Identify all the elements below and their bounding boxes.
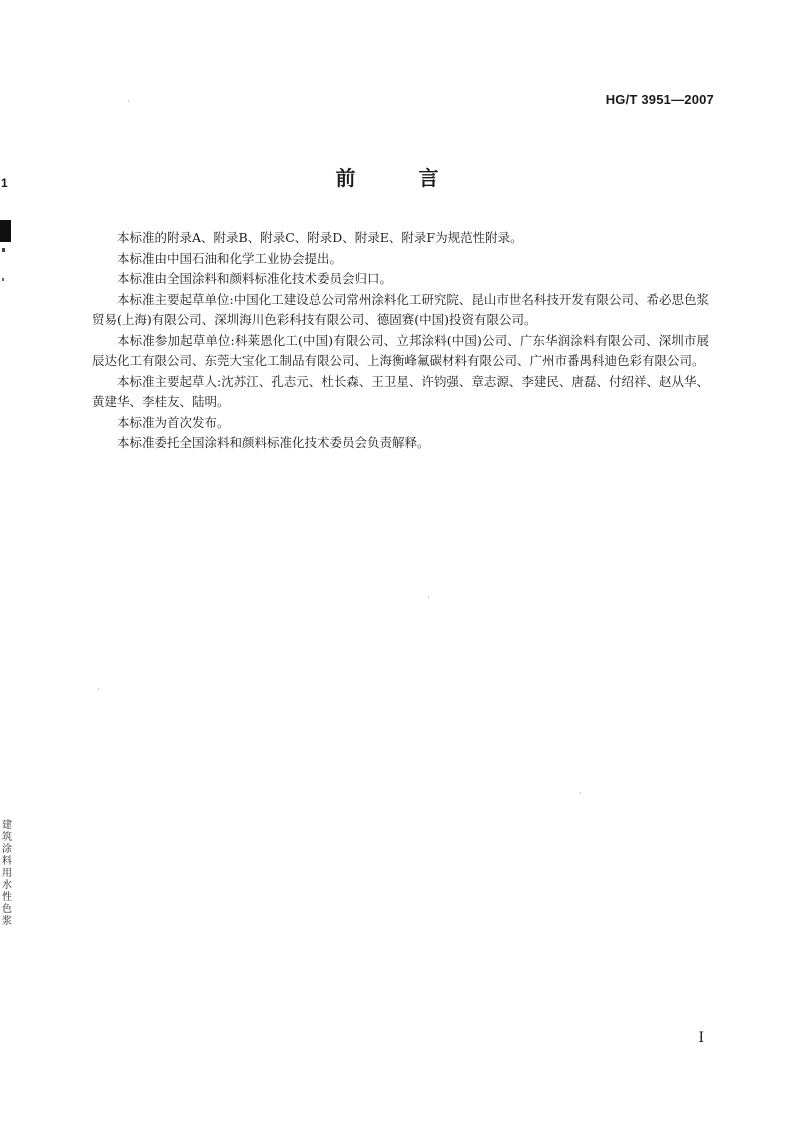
paragraph-proposer: 本标准由中国石油和化学工业协会提出。 <box>117 250 343 266</box>
scan-speck <box>580 792 581 794</box>
page-number: I <box>698 1030 704 1046</box>
edge-page-fragment: 1 <box>1 176 8 190</box>
edge-scan-dot <box>2 278 4 281</box>
scan-speck <box>128 100 129 102</box>
paragraph-participating-units: 本标准参加起草单位:科莱恩化工(中国)有限公司、立邦涂料(中国)公司、广东华润涂料有限公司、深圳市展辰达化工有限公司、东莞大宝化工制品有限公司、上海衡峰氟碳材料有限公司、广州市番禺科迪色彩有限公司。 <box>92 332 709 368</box>
standard-code: HG/T 3951—2007 <box>605 92 714 107</box>
spine-title: 建筑涂料用水性色浆 <box>2 820 12 927</box>
scan-speck <box>98 688 99 690</box>
edge-scan-mark <box>2 248 5 252</box>
paragraph-committee: 本标准由全国涂料和颜料标准化技术委员会归口。 <box>117 271 393 286</box>
scan-speck <box>428 596 429 598</box>
page-title: 前 言 <box>335 166 467 190</box>
edge-black-tab <box>0 220 11 242</box>
paragraph-main-drafters: 本标准主要起草人:沈苏江、孔志元、杜长森、王卫星、许钧强、章志源、李建民、唐磊、付绍祥、赵从华、黄建华、李桂友、陆明。 <box>92 373 709 409</box>
paragraph-annexes: 本标准的附录A、附录B、附录C、附录D、附录E、附录F为规范性附录。 <box>117 230 523 245</box>
paragraph-interpretation: 本标准委托全国涂料和颜料标准化技术委员会负责解释。 <box>117 435 430 450</box>
paragraph-main-drafters-units: 本标准主要起草单位:中国化工建设总公司常州涂料化工研究院、昆山市世名科技开发有限公司、希必思色浆贸易(上海)有限公司、深圳海川色彩科技有限公司、德固赛(中国)投资有限公司。 <box>92 291 709 327</box>
foreword-body <box>92 228 709 454</box>
paragraph-first-release: 本标准为首次发布。 <box>117 414 230 430</box>
